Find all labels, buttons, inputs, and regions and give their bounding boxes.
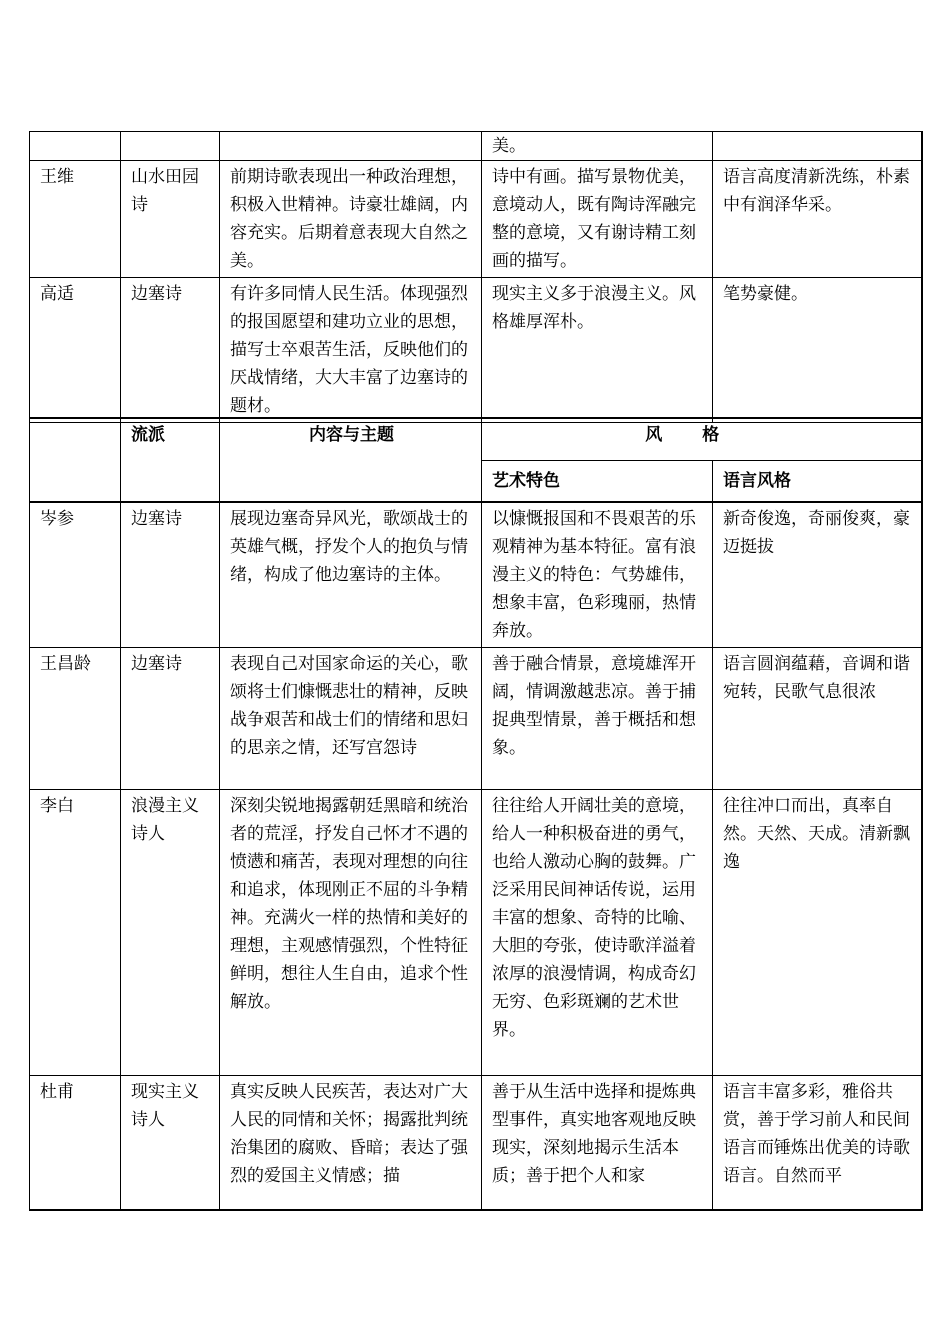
table-row bbox=[30, 1076, 922, 1210]
poet-cell: 杜甫 bbox=[30, 1076, 121, 1210]
header-art: 艺术特色 bbox=[482, 460, 713, 502]
content-cell: 真实反映人民疾苦，表达对广大人民的同情和关怀；揭露批判统治集团的腐败、昏暗；表达了强烈的爱国主义情感；描 bbox=[220, 1076, 482, 1210]
school-cell: 现实主义诗人 bbox=[121, 1076, 220, 1210]
language-cell: 语言高度清新洗练，朴素中有润泽华采。 bbox=[713, 161, 922, 278]
header-poet-cell bbox=[30, 418, 121, 502]
school-cell: 山水田园诗 bbox=[121, 161, 220, 278]
table-row bbox=[30, 278, 922, 423]
content-cell: 有许多同情人民生活。体现强烈的报国愿望和建功立业的思想，描写士卒艰苦生活，反映他们的厌战情绪，大大丰富了边塞诗的题材。 bbox=[220, 278, 482, 423]
header-language: 语言风格 bbox=[713, 460, 922, 502]
school-cell: 浪漫主义诗人 bbox=[121, 790, 220, 1076]
content-cell: 深刻尖锐地揭露朝廷黑暗和统治者的荒淫，抒发自己怀才不遇的愤懑和痛苦，表现对理想的向往和追求，体现刚正不屈的斗争精神。充满火一样的热情和美好的理想，主观感情强烈，个性特征鲜明，想往人生自由，追求个性解放。 bbox=[220, 790, 482, 1076]
art-cell: 善于融合情景，意境雄浑开阔，情调激越悲凉。善于捕捉典型情景，善于概括和想象。 bbox=[482, 648, 713, 790]
header-school: 流派 bbox=[121, 418, 220, 502]
art-cell: 诗中有画。描写景物优美，意境动人，既有陶诗浑融完整的意境，又有谢诗精工刻画的描写。 bbox=[482, 161, 713, 278]
poet-cell bbox=[30, 132, 121, 161]
content-cell: 展现边塞奇异风光，歌颂战士的英雄气概，抒发个人的抱负与情绪，构成了他边塞诗的主体。 bbox=[220, 502, 482, 648]
table-row bbox=[30, 161, 922, 278]
header-content: 内容与主题 bbox=[220, 418, 482, 502]
poet-cell: 岑参 bbox=[30, 502, 121, 648]
school-cell: 边塞诗 bbox=[121, 278, 220, 423]
content-cell: 前期诗歌表现出一种政治理想，积极入世精神。诗豪壮雄阔，内容充实。后期着意表现大自然之美。 bbox=[220, 161, 482, 278]
art-cell: 往往给人开阔壮美的意境，给人一种积极奋进的勇气，也给人激动心胸的鼓舞。广泛采用民间神话传说，运用丰富的想象、奇特的比喻、大胆的夸张，使诗歌洋溢着浓厚的浪漫情调，构成奇幻无穷、色彩斑斓的艺术世界。 bbox=[482, 790, 713, 1076]
art-cell: 善于从生活中选择和提炼典型事件，真实地客观地反映现实，深刻地揭示生活本质；善于把个人和家 bbox=[482, 1076, 713, 1210]
language-cell bbox=[713, 132, 922, 161]
language-cell: 语言丰富多彩，雅俗共赏，善于学习前人和民间语言而锤炼出优美的诗歌语言。自然而平 bbox=[713, 1076, 922, 1210]
table-row bbox=[30, 648, 922, 790]
content-cell bbox=[220, 132, 482, 161]
poet-cell: 李白 bbox=[30, 790, 121, 1076]
poets-table-continued bbox=[29, 131, 923, 423]
language-cell: 往往冲口而出，真率自然。天然、天成。清新飘逸 bbox=[713, 790, 922, 1076]
language-cell: 笔势豪健。 bbox=[713, 278, 922, 423]
header-style: 风格 bbox=[482, 418, 922, 460]
school-cell: 边塞诗 bbox=[121, 502, 220, 648]
content-cell: 表现自己对国家命运的关心，歌颂将士们慷慨悲壮的精神，反映战争艰苦和战士们的情绪和思妇的思亲之情，还写宫怨诗 bbox=[220, 648, 482, 790]
language-cell: 新奇俊逸，奇丽俊爽，豪迈挺拔 bbox=[713, 502, 922, 648]
art-cell: 现实主义多于浪漫主义。风格雄厚浑朴。 bbox=[482, 278, 713, 423]
language-cell: 语言圆润蕴藉，音调和谐宛转，民歌气息很浓 bbox=[713, 648, 922, 790]
poet-cell: 高适 bbox=[30, 278, 121, 423]
school-cell bbox=[121, 132, 220, 161]
school-cell: 边塞诗 bbox=[121, 648, 220, 790]
poets-table bbox=[29, 417, 923, 1211]
table-row bbox=[30, 790, 922, 1076]
poet-cell: 王昌龄 bbox=[30, 648, 121, 790]
table-row bbox=[30, 502, 922, 648]
art-cell: 美。 bbox=[482, 132, 713, 161]
art-cell: 以慷慨报国和不畏艰苦的乐观精神为基本特征。富有浪漫主义的特色：气势雄伟，想象丰富，色彩瑰丽，热情奔放。 bbox=[482, 502, 713, 648]
poet-cell: 王维 bbox=[30, 161, 121, 278]
table-header-row bbox=[30, 418, 922, 460]
table-row bbox=[30, 132, 922, 161]
